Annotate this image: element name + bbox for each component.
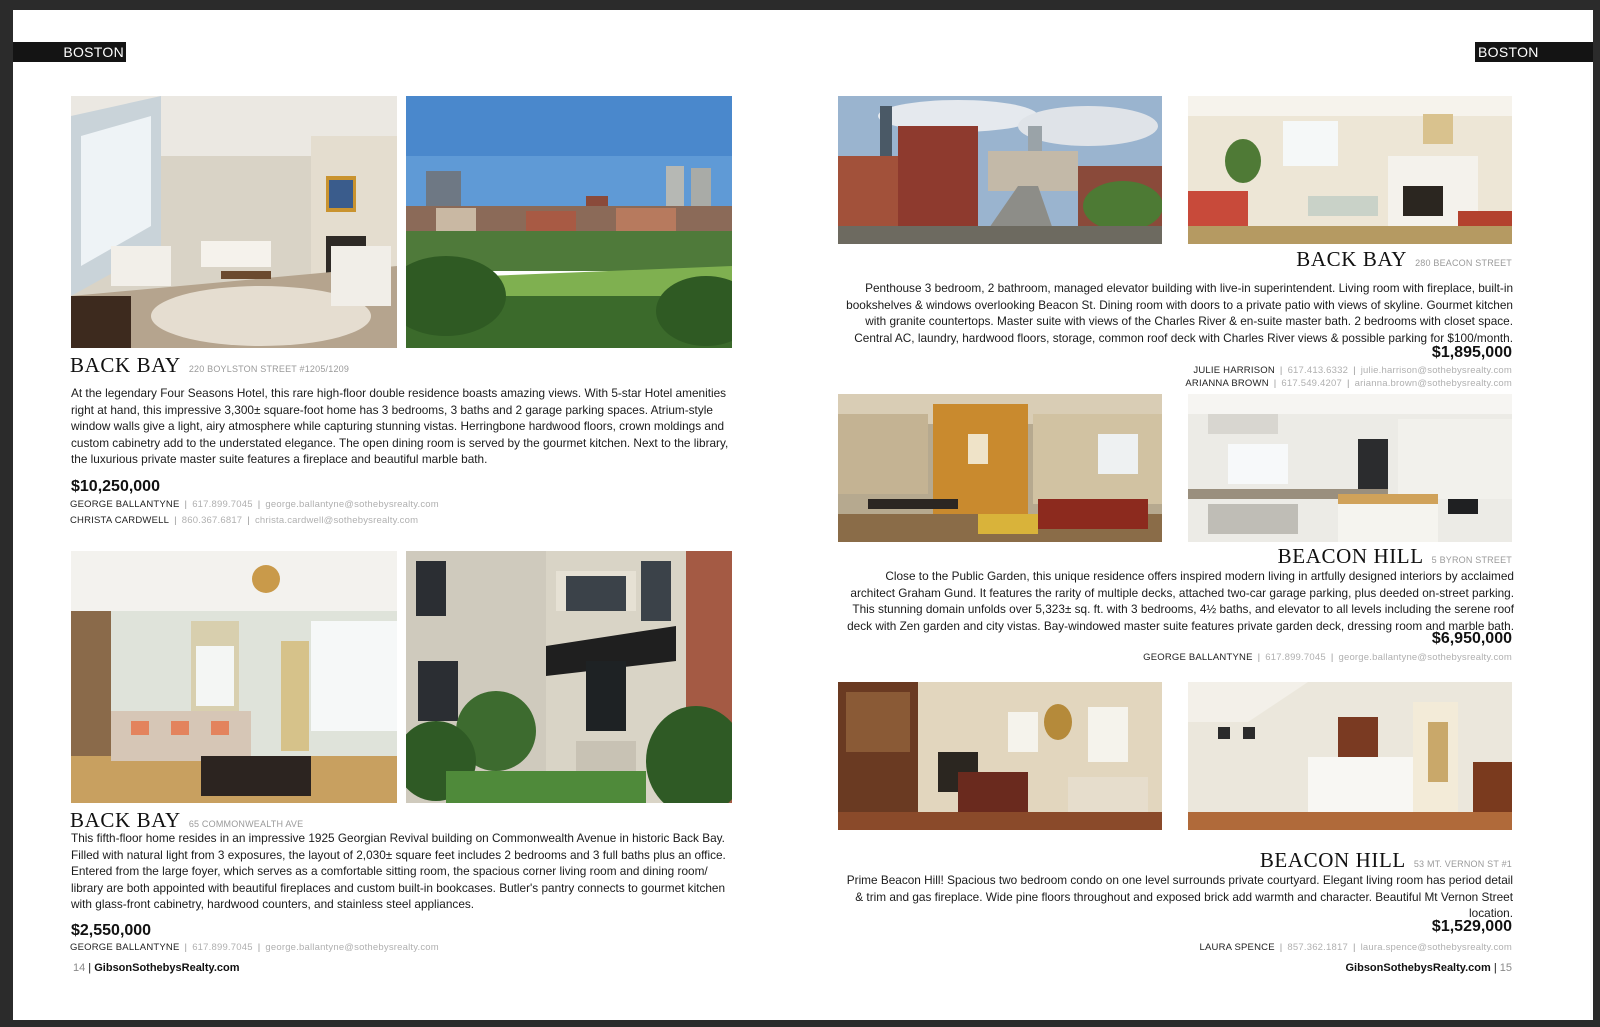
agent-phone: 860.367.6817 [181,515,243,526]
agent-email[interactable]: arianna.brown@sothebysrealty.com [1354,378,1512,389]
building-entrance-photo [406,551,732,803]
agent-email[interactable]: george.ballantyne@sothebysrealty.com [265,942,439,953]
listing-price: $1,895,000 [1431,344,1512,361]
agent-email[interactable]: laura.spence@sothebysrealty.com [1360,942,1512,953]
agent-phone: 857.362.1817 [1287,942,1348,953]
page-footer: 14 | GibsonSothebysRealty.com [73,962,240,974]
address: 53 MT. VERNON ST #1 [1413,859,1512,869]
library-living-room-photo [71,551,397,803]
agent-phone: 617.413.6332 [1287,365,1349,376]
library-room-photo [838,682,1162,830]
listing-description: This fifth-floor home resides in an impressive 1925 Georgian Revival building on Commonwealth Avenue in historic Back Bay. Filled with natural light from 3 exposures, the layout of 2,030± square feet includes 2 bedrooms and 3 full baths plus an office. Entered from the large foyer, which serves as a comfortable sitting room, the spacious corner living room and dining room/ library are both appointed with beautiful fireplaces and custom built-in bookcases. Butler's pantry connects to gourmet kitchen with glass-front cabinetry, hardwood counters, and stainless steel appliances. [71,831,726,912]
address: 5 BYRON STREET [1431,555,1512,565]
listing-price: $10,250,000 [71,478,160,495]
agent-line: GEORGE BALLANTYNE | 617.899.7045 | george.ballantyne@sothebysrealty.com [1143,652,1512,663]
listing-description: Close to the Public Garden, this unique residence offers inspired modern living in artfully designed interiors by acclaimed architect Graham Gund. It features the rarity of multiple decks, attached two-car garage parking, plus deeded on-street parking. This stunning domain unfolds over 5,323± sq. ft. with 3 bedrooms, 4½ baths, and elevator to all levels including the serene roof deck with Zen garden and city vistas. Bay-windowed master suite features private garden deck, dressing room and marble bath. [847,569,1514,633]
neighborhood: BEACON HILL [1259,848,1406,872]
right-page [803,10,1593,1020]
agent-phone: 617.549.4207 [1281,378,1342,389]
agent-name: CHRISTA CARDWELL [70,515,170,526]
page-number: 14 [73,962,86,974]
website-link[interactable]: GibsonSothebysRealty.com [1345,962,1491,974]
agent-name: JULIE HARRISON [1193,365,1275,376]
agent-line: LAURA SPENCE | 857.362.1817 | laura.spence@sothebysrealty.com [1199,942,1512,953]
listing-heading [70,353,349,378]
left-page [13,10,803,1020]
page-number: 15 [1499,962,1512,974]
neighborhood: BEACON HILL [1277,544,1424,568]
listing-description: At the legendary Four Seasons Hotel, this rare high-floor double residence boasts amazing views. With 5-star Hotel amenities right at hand, this impressive 3,300± square-foot home has 3 bedrooms, 3 baths and 2 garage parking spaces. Atrium-style window walls give a light, airy atmosphere while capturing stunning vistas. Herringbone hardwood floors, crown moldings and custom cabinetry add to the understated elegance. The open dining room is served by the gourmet kitchen. Next to the library, the luxurious private master suite features a fireplace and beautiful marble bath. [71,386,729,467]
magazine-spread [13,10,1593,1020]
agent-phone: 617.899.7045 [192,942,253,953]
agent-line: GEORGE BALLANTYNE | 617.899.7045 | george.ballantyne@sothebysrealty.com [70,942,439,953]
agent-name: GEORGE BALLANTYNE [1143,652,1253,663]
agent-email[interactable]: george.ballantyne@sothebysrealty.com [1338,652,1512,663]
agent-name: ARIANNA BROWN [1185,378,1269,389]
white-kitchen-photo [1188,394,1512,542]
listing-description: Prime Beacon Hill! Spacious two bedroom condo on one level surrounds private courtyard. Elegant living room has period detail & trim and gas fireplace. Wide pine floors throughout and exposed brick add warmth and character. Beautiful Mt Vernon Street location. [846,873,1513,921]
listing-heading [1260,848,1512,873]
section-tag: BOSTON [13,42,126,62]
agent-name: GEORGE BALLANTYNE [70,499,180,510]
listing-price: $1,529,000 [1431,918,1512,935]
neighborhood: BACK BAY [1296,247,1408,271]
agent-email[interactable]: julie.harrison@sothebysrealty.com [1360,365,1512,376]
listing-heading [1296,247,1512,272]
modern-interior-photo [838,394,1162,542]
agent-name: GEORGE BALLANTYNE [70,942,180,953]
agent-line: CHRISTA CARDWELL | 860.367.6817 | christa.cardwell@sothebysrealty.com [70,515,419,526]
listing-price: $2,550,000 [71,922,152,939]
address: 220 BOYLSTON STREET #1205/1209 [188,364,350,374]
neighborhood: BACK BAY [70,353,181,377]
agent-phone: 617.899.7045 [192,499,253,510]
bedroom-photo [1188,682,1512,830]
listing-price: $6,950,000 [1431,630,1512,647]
agent-line: ARIANNA BROWN | 617.549.4207 | arianna.brown@sothebysrealty.com [1185,378,1512,389]
agent-email[interactable]: george.ballantyne@sothebysrealty.com [265,499,439,510]
page-footer: GibsonSothebysRealty.com | 15 [1345,962,1512,974]
agent-name: LAURA SPENCE [1199,942,1275,953]
agent-email[interactable]: christa.cardwell@sothebysrealty.com [254,515,419,526]
agent-line: GEORGE BALLANTYNE | 617.899.7045 | george.ballantyne@sothebysrealty.com [70,499,439,510]
agent-line: JULIE HARRISON | 617.413.6332 | julie.harrison@sothebysrealty.com [1193,365,1512,376]
rooftop-skyline-photo [838,96,1162,244]
agent-phone: 617.899.7045 [1265,652,1326,663]
living-room-photo [71,96,397,348]
address: 65 COMMONWEALTH AVE [188,819,304,829]
neighborhood: BACK BAY [70,808,181,832]
boston-common-view-photo [406,96,732,348]
listing-heading [1278,544,1512,569]
website-link[interactable]: GibsonSothebysRealty.com [94,962,240,974]
address: 280 BEACON STREET [1415,258,1512,268]
listing-description: Penthouse 3 bedroom, 2 bathroom, managed elevator building with live-in superintendent. Living room with fireplace, built-in bookshelves & windows overlooking Beacon St. Dining room with doors to a private patio with views of skyline. Gourmet kitchen with granite countertops. Master suite with views of the Charles River & en-suite master bath. 2 bedrooms with closet space. Central AC, laundry, hardwood floors, storage, common roof deck with Charles River views & possible parking for $100/month. [846,281,1513,345]
section-tag: BOSTON [1475,42,1593,62]
living-room-fireplace-photo [1188,96,1512,244]
